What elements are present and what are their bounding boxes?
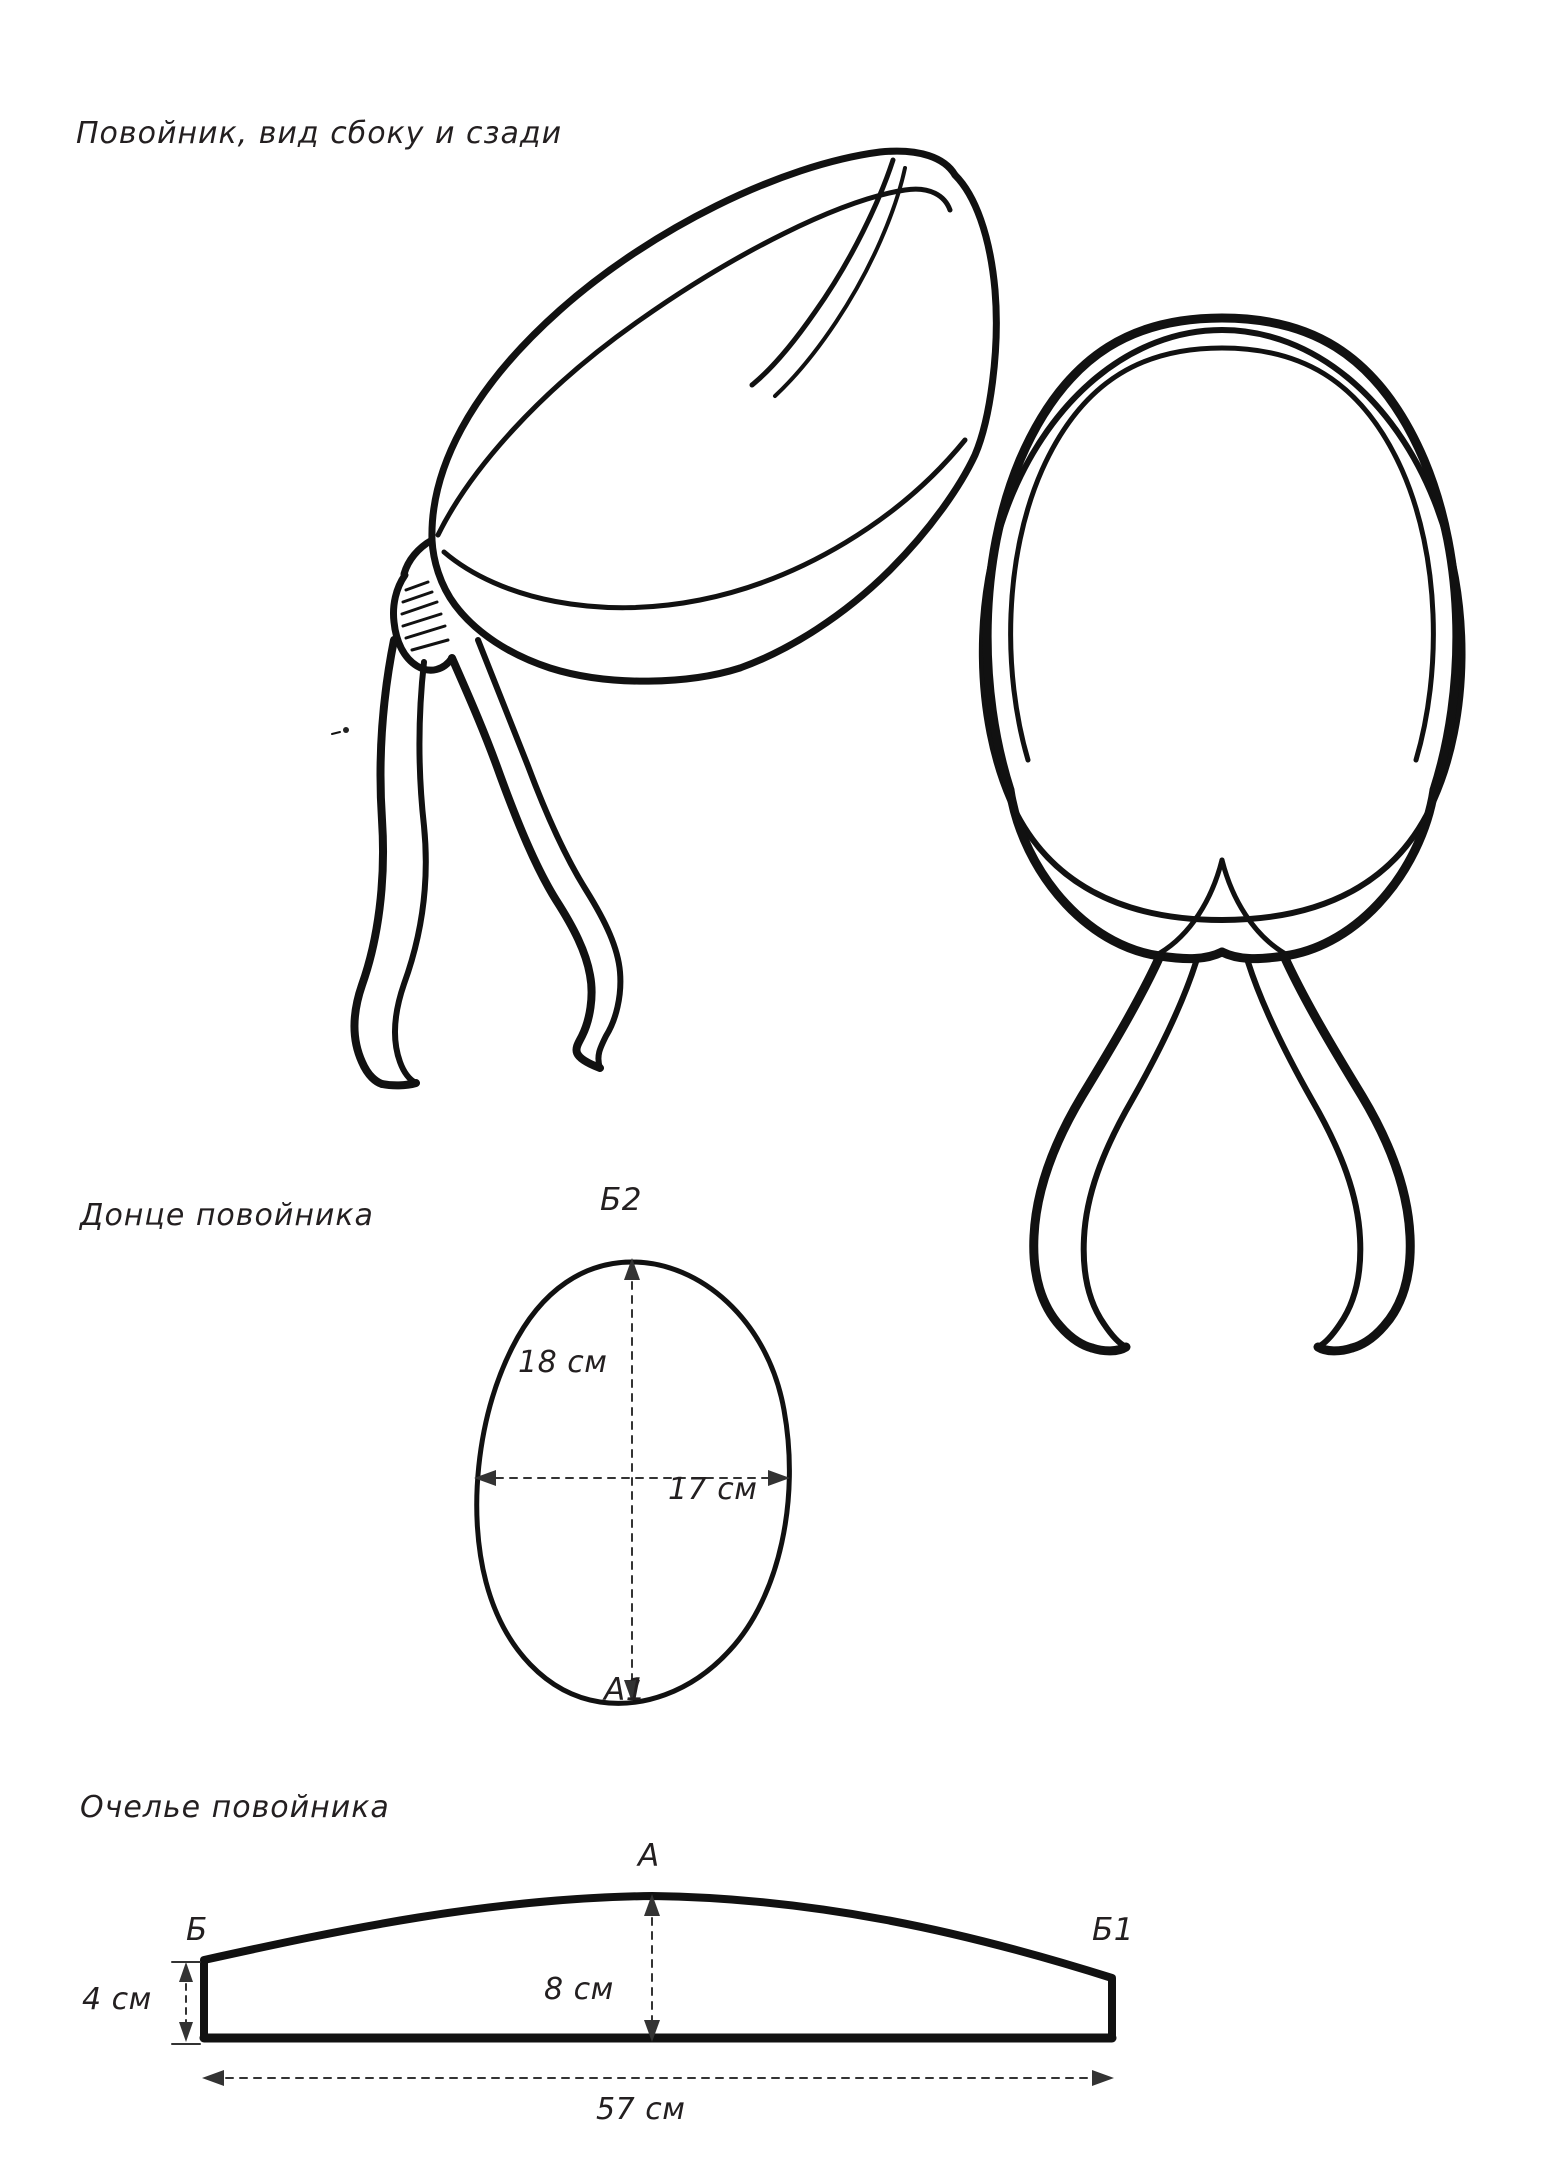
headband-edge-height-dimension: 4 см: [82, 1982, 152, 2017]
headband-top-point-label: А: [638, 1838, 660, 1874]
section-title-side-back-view: Повойник, вид сбоку и сзади: [76, 116, 563, 151]
section-title-crown: Донце повойника: [80, 1198, 374, 1233]
section-title-headband: Очелье повойника: [80, 1790, 390, 1825]
headband-center-height-dimension: 8 см: [544, 1972, 614, 2007]
headband-length-dimension: 57 см: [596, 2092, 686, 2127]
crown-height-dimension: 18 см: [518, 1345, 608, 1380]
headband-right-point-label: Б1: [1092, 1912, 1134, 1948]
crown-width-dimension: 17 см: [668, 1472, 758, 1507]
crown-bottom-point-label: А1: [604, 1672, 646, 1708]
crown-top-point-label: Б2: [600, 1182, 642, 1218]
headband-left-point-label: Б: [186, 1912, 208, 1948]
